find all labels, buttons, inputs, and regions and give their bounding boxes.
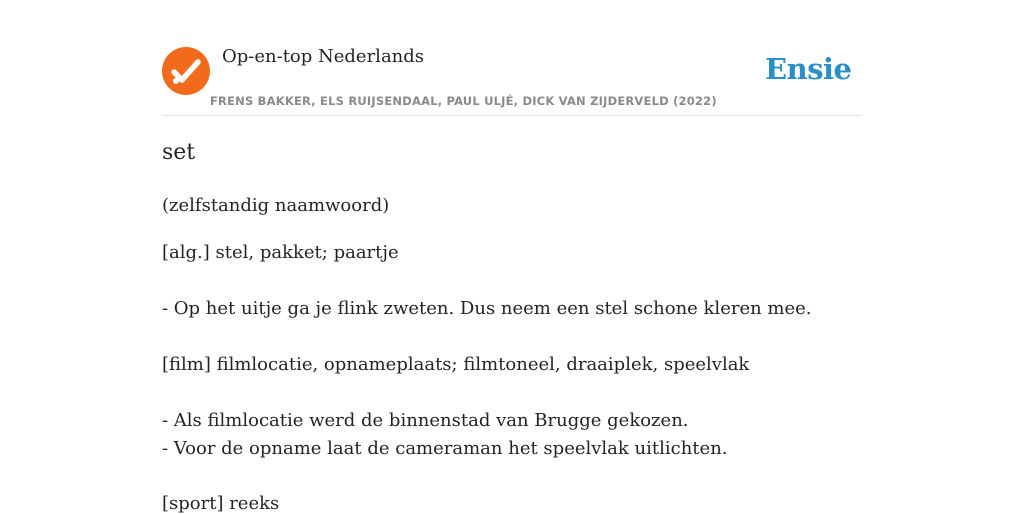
entry-headword: set (162, 140, 196, 165)
checkmark-icon[interactable] (162, 47, 210, 95)
entry-part-of-speech: (zelfstandig naamwoord) (162, 195, 390, 216)
sense-sport: [sport] reeks (162, 493, 280, 514)
brand-logo[interactable]: Ensie (765, 52, 852, 86)
book-authors: FRENS BAKKER, ELS RUIJSENDAAL, PAUL ULJÉ, DICK VAN ZIJDERVELD (2022) (210, 94, 717, 108)
page-content (162, 0, 862, 512)
example-film-2: - Voor de opname laat de cameraman het speelvlak uitlichten. (162, 438, 728, 459)
sense-general: [alg.] stel, pakket; paartje (162, 242, 399, 263)
sense-film: [film] filmlocatie, opnameplaats; filmtoneel, draaiplek, speelvlak (162, 354, 750, 375)
example-film-1: - Als filmlocatie werd de binnenstad van Brugge gekozen. (162, 410, 689, 431)
example-general: - Op het uitje ga je flink zweten. Dus neem een stel schone kleren mee. (162, 298, 812, 319)
header-divider (162, 115, 862, 116)
book-title[interactable]: Op-en-top Nederlands (222, 46, 425, 67)
